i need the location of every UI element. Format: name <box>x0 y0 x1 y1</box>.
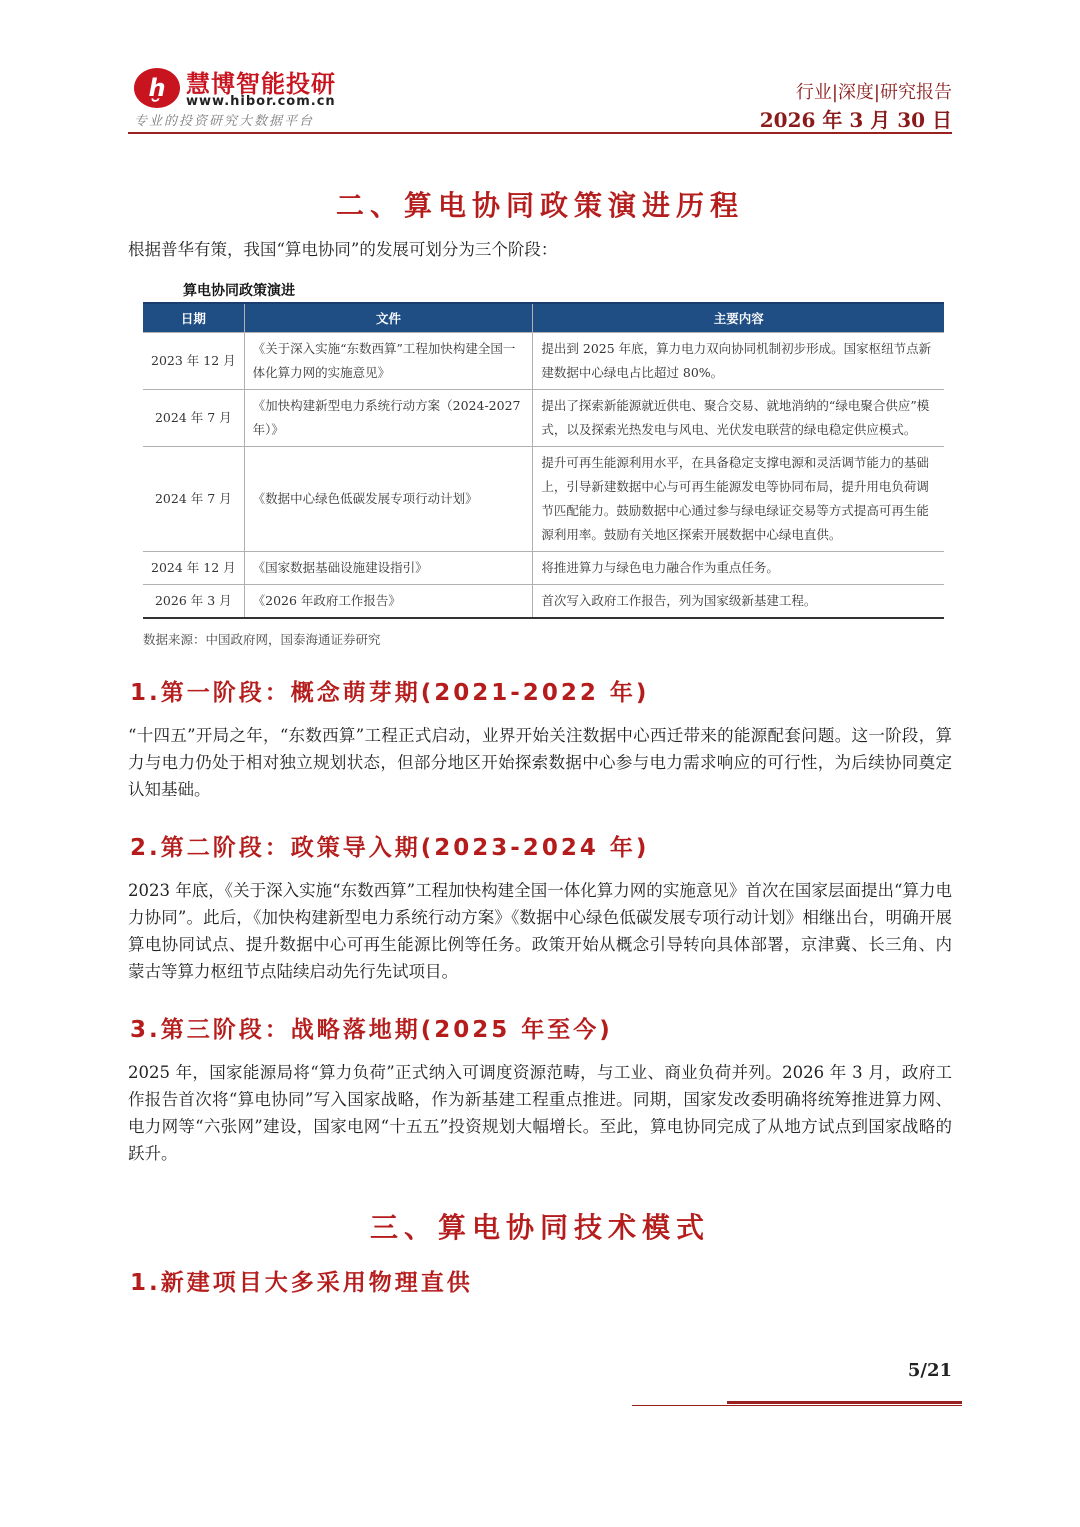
footer-divider-thick <box>727 1401 962 1404</box>
policy-table <box>143 302 944 619</box>
logo-icon: ḫ <box>134 68 180 108</box>
logo-url[interactable]: www.hibor.com.cn <box>186 94 336 109</box>
table-row <box>143 333 944 390</box>
header-document: 文件 <box>244 303 533 333</box>
stage3-title: 3.第三阶段：战略落地期(2025 年至今) <box>130 1017 613 1043</box>
header-date: 日期 <box>143 303 244 333</box>
logo-tagline: 专业的投资研究大数据平台 <box>134 114 315 129</box>
row-date: 2024 年 12 月 <box>143 552 244 585</box>
stage3-text: 2025 年，国家能源局将“算力负荷”正式纳入可调度资源范畴，与工业、商业负荷并列。2026 年 3 月，政府工作报告首次将“算电协同”写入国家战略，作为新基建工程重点推进。同期，国家发改委明确将统筹推进算力网、电力网等“六张网”建设，国家电网“十五五”投资规划大幅增长。至此，算电协同完成了从地方试点到国家战略的跃升。 <box>128 1063 952 1163</box>
page-number: 5/21 <box>907 1360 952 1381</box>
logo-name: 慧博智能投研 <box>186 70 336 98</box>
report-type: 行业|深度|研究报告 <box>795 82 952 103</box>
header-content: 主要内容 <box>533 303 944 333</box>
section-title-tech-mode: 三、算电协同技术模式 <box>369 1211 710 1244</box>
report-date: 2026 年 3 月 30 日 <box>759 108 952 132</box>
row-date: 2023 年 12 月 <box>143 333 244 390</box>
stage1-text: “十四五”开局之年，“东数西算”工程正式启动，业界开始关注数据中心西迁带来的能源配套问题。这一阶段，算力与电力仍处于相对独立规划状态，但部分地区开始探索数据中心参与电力需求响应的可行性，为后续协同奠定认知基础。 <box>128 726 952 799</box>
stage1-title: 1.第一阶段：概念萌芽期(2021-2022 年) <box>130 680 650 706</box>
row-content: 提出了探索新能源就近供电、聚合交易、就地消纳的“绿电聚合供应”模式，以及探索光热发电与风电、光伏发电联营的绿电稳定供应模式。 <box>533 390 944 447</box>
table-row <box>143 552 944 585</box>
row-date: 2024 年 7 月 <box>143 390 244 447</box>
row-document: 《国家数据基础设施建设指引》 <box>244 552 533 585</box>
row-document: 《2026 年政府工作报告》 <box>244 585 533 619</box>
stage2-title: 2.第二阶段：政策导入期(2023-2024 年) <box>130 835 650 861</box>
table-title: 算电协同政策演进 <box>183 283 295 299</box>
section-intro: 根据普华有策，我国“算电协同”的发展可划分为三个阶段： <box>128 240 558 259</box>
row-date: 2026 年 3 月 <box>143 585 244 619</box>
section-title-policy-evolution: 二、算电协同政策演进历程 <box>335 189 744 222</box>
row-content: 提升可再生能源利用水平，在具备稳定支撑电源和灵活调节能力的基础上，引导新建数据中心与可再生能源发电等协同布局，提升用电负荷调节匹配能力。鼓励数据中心通过参与绿电绿证交易等方式提高可再生能源利用率。鼓励有关地区探索开展数据中心绿电直供。 <box>533 447 944 552</box>
table-row <box>143 447 944 552</box>
table-header-row <box>143 303 944 333</box>
stage2-text: 2023 年底，《关于深入实施“东数西算”工程加快构建全国一体化算力网的实施意见》首次在国家层面提出“算力电力协同”。此后，《加快构建新型电力系统行动方案》《数据中心绿色低碳发展专项行动计划》相继出台，明确开展算电协同试点、提升数据中心可再生能源比例等任务。政策开始从概念引导转向具体部署，京津冀、长三角、内蒙古等算力枢纽节点陆续启动先行先试项目。 <box>128 881 952 981</box>
row-document: 《加快构建新型电力系统行动方案（2024-2027 年）》 <box>244 390 533 447</box>
row-content: 首次写入政府工作报告，列为国家级新基建工程。 <box>533 585 944 619</box>
table-row <box>143 390 944 447</box>
row-content: 将推进算力与绿色电力融合作为重点任务。 <box>533 552 944 585</box>
footer-divider-thin <box>632 1405 962 1406</box>
table-row <box>143 585 944 619</box>
header-divider <box>128 132 952 134</box>
row-document: 《数据中心绿色低碳发展专项行动计划》 <box>244 447 533 552</box>
table-source: 数据来源：中国政府网，国泰海通证券研究 <box>143 632 381 647</box>
row-date: 2024 年 7 月 <box>143 447 244 552</box>
row-content: 提出到 2025 年底，算力电力双向协同机制初步形成。国家枢纽节点新建数据中心绿电占比超过 80%。 <box>533 333 944 390</box>
section3-sub1-title: 1.新建项目大多采用物理直供 <box>130 1270 473 1296</box>
row-document: 《关于深入实施“东数西算”工程加快构建全国一体化算力网的实施意见》 <box>244 333 533 390</box>
